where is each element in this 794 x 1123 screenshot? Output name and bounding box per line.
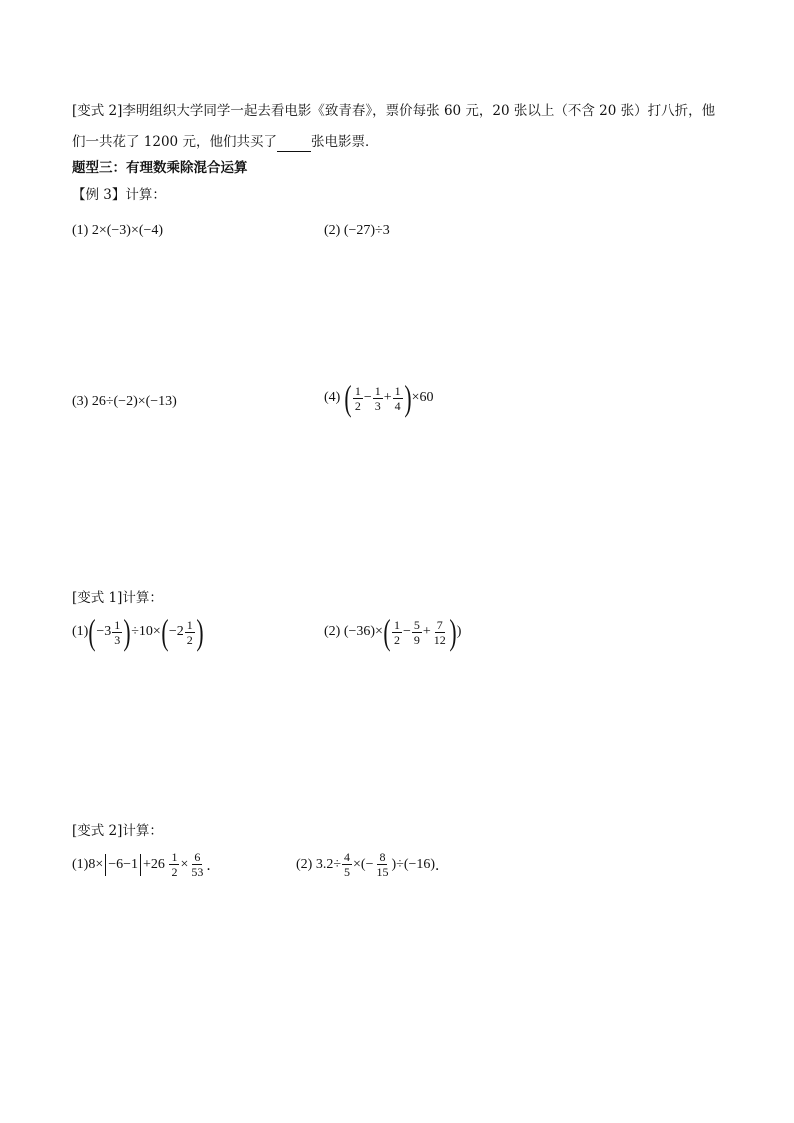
- fraction: $\frac{1}{3}$: [374, 383, 381, 413]
- variant2-problem-1: (1) 8× −6−1 +26 $\frac{1}{2}$ × $\frac{6}{53}$ ．: [72, 850, 221, 879]
- fraction: $\frac{1}{2}$: [354, 383, 361, 413]
- left-paren: (: [161, 612, 169, 652]
- variant2-problem-line2: [72, 132, 378, 152]
- abs-bar-left: [105, 854, 106, 876]
- answer-blank: [277, 137, 311, 152]
- left-paren: (: [383, 612, 391, 652]
- problem-expression: 2×(−3)×(−4): [91, 223, 164, 238]
- fraction: $\frac{1}{2}$: [171, 850, 178, 879]
- fraction: $\frac{4}{5}$: [344, 850, 351, 879]
- example3-problem-4: (4) ( $\frac{1}{2}$ − $\frac{1}{3}$ + $\frac{1}{4}$ ) ×60: [324, 378, 434, 418]
- fraction: $\frac{1}{2}$: [393, 617, 400, 647]
- right-paren: ): [196, 612, 204, 652]
- problem-label: (3): [72, 394, 89, 409]
- problem-expression: (−27)÷3: [343, 223, 390, 238]
- problem-label: (2): [324, 223, 341, 238]
- right-paren: ): [123, 612, 131, 652]
- fraction: $\frac{6}{53}$: [191, 850, 204, 879]
- right-paren: ): [449, 612, 457, 652]
- left-paren: (: [344, 378, 352, 418]
- right-paren: ): [404, 378, 412, 418]
- variant1-problem-2: (2) (−36)× ( $\frac{1}{2}$ − $\frac{5}{9}$ + $\frac{7}{12}$ ) ): [324, 612, 462, 652]
- variant2-problem-2: (2) 3.2÷ $\frac{4}{5}$ ×(− $\frac{8}{15}$ )÷(−16) ．: [296, 850, 450, 879]
- variant2-problem-text-a: 们一共花了 1200 元，他们共买了: [72, 134, 277, 150]
- problem-label: (2): [324, 624, 341, 639]
- problem-label: (1): [72, 223, 89, 238]
- example3-problem-1: [72, 222, 163, 239]
- abs-bar-right: [140, 854, 141, 876]
- variant1-heading: [变式 1]计算：: [72, 590, 163, 606]
- example3-problem-2: [324, 222, 390, 239]
- problem-label: (1): [72, 856, 89, 872]
- example3-heading: 【例 3】计算：: [72, 187, 166, 203]
- fraction: $\frac{8}{15}$: [376, 850, 389, 879]
- variant1-problem-1: (1) ( −3 $\frac{1}{3}$ ) ÷10× ( −2 $\frac{1}{2}$ ): [72, 612, 204, 652]
- fraction: $\frac{5}{9}$: [413, 617, 420, 647]
- problem-label: (4): [324, 390, 341, 405]
- problem-label: (2): [296, 856, 313, 872]
- left-paren: (: [88, 612, 96, 652]
- example3-problem-3: [72, 393, 177, 410]
- variant2-problem-text-b: 张电影票．: [310, 134, 379, 150]
- variant2-problem-line1: [变式 2]李明组织大学同学一起去看电影《致青春》，票价每张 60 元，20 张以上（不含 20 张）打八折，他: [72, 103, 716, 119]
- problem-label: (1): [72, 624, 89, 639]
- fraction: $\frac{1}{4}$: [394, 383, 401, 413]
- section-title: 题型三：有理数乘除混合运算: [72, 160, 248, 176]
- fraction: $\frac{7}{12}$: [433, 617, 446, 647]
- variant2-heading: [变式 2]计算：: [72, 823, 163, 839]
- problem-expression: 26÷(−2)×(−13): [91, 394, 177, 409]
- fraction: $\frac{1}{3}$: [114, 617, 121, 647]
- fraction: $\frac{1}{2}$: [186, 617, 193, 647]
